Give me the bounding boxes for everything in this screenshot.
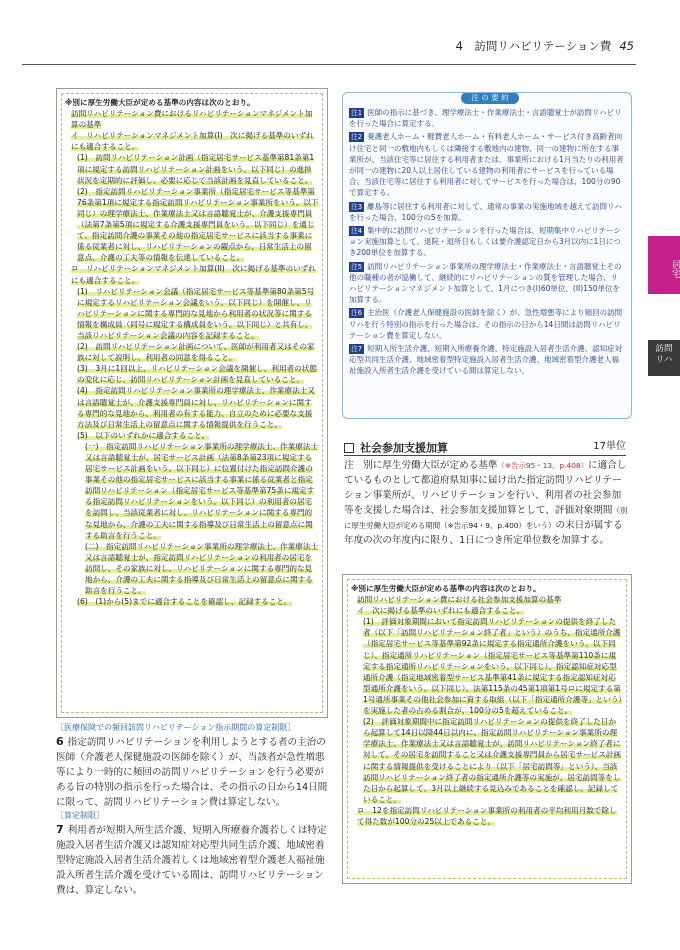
notes-summary-title: 注 の 要 約 — [461, 92, 519, 104]
note-tag: 注2 — [351, 133, 363, 142]
left-standard-line — [65, 130, 319, 152]
notes-summary-box — [342, 92, 632, 419]
side-tab-rehab[interactable]: 訪問 リハ — [648, 340, 680, 376]
right-standard-line-text: (2) 評価対象期間中に指定訪問リハビリテーションの提供を終了した日から起算して14日以降44日以内に、指定訪問リハビリテーション事業所の理学療法士、作業療法士又は言語聴覚士が、訪問リハビリテーション終了者に対して、その居宅を訪問すること又は介護支援専門員から居宅サービス計画に関する情報提供を受けることにより（以下「居宅訪問等」という）、当該訪問リハビリテーション終了者の指定通所介護等の実施が、居宅訪問等をした日から起算して、3月以上継続する見込みであることを確認し、記録していること。 — [363, 717, 622, 804]
left-standard-line-text: (2) 指定訪問リハビリテーション事業所（指定居宅サービス等基準第76条第1項に規定する指定訪問リハビリテーション事業所をいう。以下同じ）の理学療法士、作業療法士又は言語聴覚士が、介護支援専門員（法第7条第5項に規定する介護支援専門員をいう。以下同じ）を通じて、指定訪問介護の事業その他の指定居宅サービスに該当する事業に係る従業者に対し、リハビリテーションの観点から、日常生活上の留意点、介護の工夫等の情報を伝達していること。 — [77, 186, 319, 263]
section-label-limit-period: ［医療保険での頻回訪問リハビリテーション指示期間の算定制限］ — [56, 723, 296, 732]
right-standard-line-text: イ 次に掲げる基準のいずれにも適合すること。 — [357, 606, 525, 616]
standards-box-right-inner — [347, 579, 627, 879]
right-standard-line — [351, 805, 623, 827]
section-body-text — [344, 458, 628, 548]
left-standard-line — [65, 152, 319, 185]
note-item — [349, 201, 625, 223]
note-text: 養護老人ホーム・軽費老人ホーム・有料老人ホーム・サービス付き高齢者向け住宅と同一の敷地内もしくは隣接する敷地内の建物、同一の建物に所在する事業所が、当該住宅等に居住する利用者または、事業所における1月当たりの利用者が同一の建物に20人以上居住している建物の利用者にサービスを行っている場合、当該住宅等に居住する利用者に対してサービスを行った場合は、100分の90で算定する。 — [349, 132, 624, 198]
left-standard-line — [65, 441, 319, 541]
left-standard-line-text: (一) 指定訪問リハビリテーション事業所の理学療法士、作業療法士又は言語聴覚士が、居宅サービス計画（法第8条第23項に規定する居宅サービス計画をいう。以下同じ）に位置付けた指定訪問介護の事業その他の指定居宅サービスに該当する事業に係る従業者と指定訪問リハビリテーション（指定居宅サービス等基準第75条に規定する指定訪問リハビリテーションをいう。以下同じ）の利用者の居宅を訪問し、当該従業者に対し、リハビリテーションに関する専門的な見地から、介護の工夫に関する指導及び日常生活上の留意点に関する助言を行うこと。 — [85, 441, 319, 540]
right-standard-line — [351, 583, 623, 594]
paragraph-6-text: 指定訪問リハビリテーションを利用しようとする者の主治の医師（介護老人保健施設の医師を除く）が、当該者が急性増悪等により一時的に頻回の訪問リハビリテーションを行う必要がある旨の特別の指示を行った場合は、その指示の日から14日間に限って、訪問リハビリテーション費は算定しない。 — [56, 737, 328, 808]
section-ref-2: （別に厚生労働大臣が定める期間（※告示94・9、p.400）をいう） — [344, 506, 628, 530]
paragraph-7-number: 7 — [56, 823, 64, 836]
note-text: 訪問リハビリテーション事業所の理学療法士・作業療法士・言語聴覚士その他の職種の者が協働して、継続的にリハビリテーションの質を管理した場合、リハビリテーションマネジメント加算として、1月につき(I)60単位、(II)150単位を加算する。 — [349, 261, 622, 305]
right-standard-line-text: ロ 12を指定訪問リハビリテーション事業所の利用者の平均利用月数で除して得た数が100分の25以上であること。 — [357, 805, 617, 826]
section-body-prefix: 注 別に厚生労働大臣が定める基準 — [344, 460, 498, 471]
left-standard-line — [65, 363, 319, 385]
note-text: 医師の指示に基づき、理学療法士・作業療法士・言語聴覚士が訪問リハビリを行った場合に算定する。 — [349, 108, 622, 129]
left-text-block — [56, 722, 332, 898]
note-tag: 注3 — [351, 202, 363, 211]
section-title: 社会参加支援加算 — [360, 441, 448, 455]
side-tab-home[interactable]: 居宅 — [648, 236, 680, 294]
paragraph-6 — [56, 734, 332, 810]
section-body — [344, 458, 628, 548]
note-item — [349, 107, 625, 129]
chapter-title: 4 訪問リハビリテーション費 — [455, 39, 612, 53]
standards-box-right — [342, 574, 632, 884]
running-header — [456, 38, 634, 54]
left-standard-line — [65, 108, 319, 130]
section-label-calc-limit: ［算定制限］ — [56, 811, 104, 820]
note-tag: 注5 — [351, 262, 363, 271]
right-standard-line-text: 訪問リハビリテーション費における社会参加支援加算の基準 — [357, 595, 562, 605]
left-standard-line-text: (1) リハビリテーション会議（指定居宅サービス等基準第80条第5号に規定するリハビリテーション会議をいう。以下同じ）を開催し、リハビリテーションに関する専門的な見地から利用者の状況等に関する情報を構成員（同号に規定する構成員をいう。以下同じ）と共有し、当該リハビリテーション会議の内容を記録すること。 — [77, 286, 315, 340]
left-standard-line-text: (3) 3月に1回以上、リハビリテーション会議を開催し、利用者の状態の変化に応じ、訪問リハビリテーション計画を見直していること。 — [77, 364, 317, 385]
left-standard-line-text: ※別に厚生労働大臣が定める基準の内容は次のとおり。 — [65, 98, 255, 107]
paragraph-6-number: 6 — [56, 735, 64, 748]
note-item — [349, 343, 625, 377]
section-box-icon — [344, 443, 354, 453]
left-standard-line-text: (6) (1)から(5)までに適合することを確認し、記録すること。 — [77, 597, 292, 607]
note-tag: 注1 — [351, 109, 363, 117]
note-item — [349, 131, 625, 198]
left-standard-line — [65, 186, 319, 264]
section-body-end: の末日が属する年度の次の年度内に限り、1日につき所定単位数を加算する。 — [344, 520, 623, 546]
note-text: 短期入所生活介護、短期入所療養介護、特定施設入居者生活介護、認知症対応型共同生活介護、地域密着型特定施設入居者生活介護、地域密着型介護老人福祉施設入所者生活介護を受けている間は算定しない。 — [349, 344, 623, 376]
left-standard-line-text: 訪問リハビリテーション費におけるリハビリテーションマネジメント加算の基準 — [71, 109, 313, 130]
left-standard-line — [65, 596, 319, 607]
left-standard-line — [65, 286, 319, 341]
standards-box-left-inner — [61, 93, 323, 713]
note-text: 集中的に訪問リハビリテーションを行った場合は、短期集中リハビリテーション実施加算として、退院・退所日もしくは要介護認定日から3月以内に1日につき200単位を加算する。 — [349, 226, 621, 258]
left-standard-line-text: イ リハビリテーションマネジメント加算(I) 次に掲げる基準のいずれにも適合すること。 — [71, 131, 314, 152]
paragraph-7 — [56, 822, 332, 898]
note-item — [349, 225, 625, 259]
left-standard-line-text: (二) 指定訪問リハビリテーション事業所の理学療法士、作業療法士又は言語聴覚士が、指定訪問リハビリテーションの利用者の居宅を訪問し、その家族に対し、リハビリテーションに関する専門的な見地から、介護の工夫に関する指導及び日常生活上の留意点に関する助言を行うこと。 — [85, 541, 319, 596]
left-standard-line — [65, 341, 319, 363]
right-standard-line-text: (1) 評価対象期間において指定訪問リハビリテーションの提供を終了した者（以下「訪問リハビリテーション終了者」という）のうち、指定通所介護（指定居宅サービス等基準第92条に規定する指定通所介護をいう。以下同じ）、指定通所リハビリテーション（指定居宅サービス等基準第110条に規定する指定通所リハビリテーションをいう。以下同じ）、指定認知症対応型通所介護（指定地域密着型サービス基準第41条に規定する指定認知症対応型通所介護をいう。以下同じ）、法第115条の45第1項第1号ロに規定する第1号通所事業その他社会参加に資する取組（以下「指定通所介護等」という）を実施した者の占める割合が、100分の5を超えていること。 — [363, 617, 623, 716]
note-tag: 注6 — [351, 309, 363, 318]
right-standard-line — [351, 716, 623, 805]
note-text: 主治医（介護老人保健施設の医師を除く）が、急性増悪等により頻回の訪問リハを行う特別の指示を行った場合は、その指示の日から14日間は訪問リハビリテーション費を算定しない。 — [349, 308, 623, 340]
page-number: 45 — [619, 39, 634, 53]
section-ref-1: （※告示95・13、p.408） — [497, 461, 588, 470]
paragraph-7-text: 利用者が短期入所生活介護、短期入所療養介護若しくは特定施設入居者生活介護又は認知症対応型共同生活介護、地域密着型特定施設入居者生活介護若しくは地域密着型介護老人福祉施設入所者生活介護を受けている間は、訪問リハビリテーション費は、算定しない。 — [56, 825, 327, 896]
note-item — [349, 307, 625, 341]
left-standard-line — [65, 541, 319, 596]
section-body-mid: に適合しているものとして都道府県知事に届け出た指定訪問リハビリテーション事業所が、リハビリテーションを行い、利用者の社会参加等を支援した場合は、社会参加支援加算として、評価対象期間 — [344, 460, 627, 516]
note-tag: 注4 — [351, 227, 363, 236]
note-tag: 注7 — [351, 345, 363, 354]
left-standard-line — [65, 97, 319, 108]
notes-list — [349, 107, 625, 377]
left-standard-line-text: (1) 訪問リハビリテーション計画（指定居宅サービス基準第81条第1項に規定する訪問リハビリテーション計画をいう。以下同じ）の進捗状況を定期的に評価し、必要に応じて当該計画を見直していること。 — [77, 153, 315, 185]
left-standard-line — [65, 263, 319, 285]
right-standard-line-text: ※別に厚生労働大臣が定める基準の内容は次のとおり。 — [351, 584, 541, 593]
header-rule — [22, 64, 636, 65]
left-standard-line-text: ロ リハビリテーションマネジメント加算(II) 次に掲げる基準のいずれにも適合すること。 — [71, 264, 316, 285]
left-standard-line-text: (2) 訪問リハビリテーション計画について、医師が利用者又はその家族に対して説明し、利用者の同意を得ること。 — [77, 342, 315, 363]
standards-box-left — [56, 88, 328, 718]
right-standard-line — [351, 594, 623, 605]
right-standard-line — [351, 605, 623, 616]
left-standard-line — [65, 385, 319, 429]
section-unit: 17単位 — [593, 441, 626, 452]
right-standard-line — [351, 616, 623, 716]
section-heading — [344, 437, 626, 456]
left-standard-line-text: (4) 指定訪問リハビリテーション事業所の理学療法士、作業療法士又は言語聴覚士が、介護支援専門員に対し、リハビリテーションに関する専門的な見地から、利用者の有する能力、自立のために必要な支援方法及び日常生活上の留意点に関する情報提供を行うこと。 — [77, 386, 315, 429]
note-item — [349, 261, 625, 306]
left-standard-line-text: (5) 以下のいずれかに適合すること。 — [77, 430, 210, 440]
left-standard-line — [65, 430, 319, 441]
note-text: 離島等に居住する利用者に対して、通常の事業の実施地域を越えて訪問リハを行った場合、100分の5を加算。 — [349, 201, 622, 222]
